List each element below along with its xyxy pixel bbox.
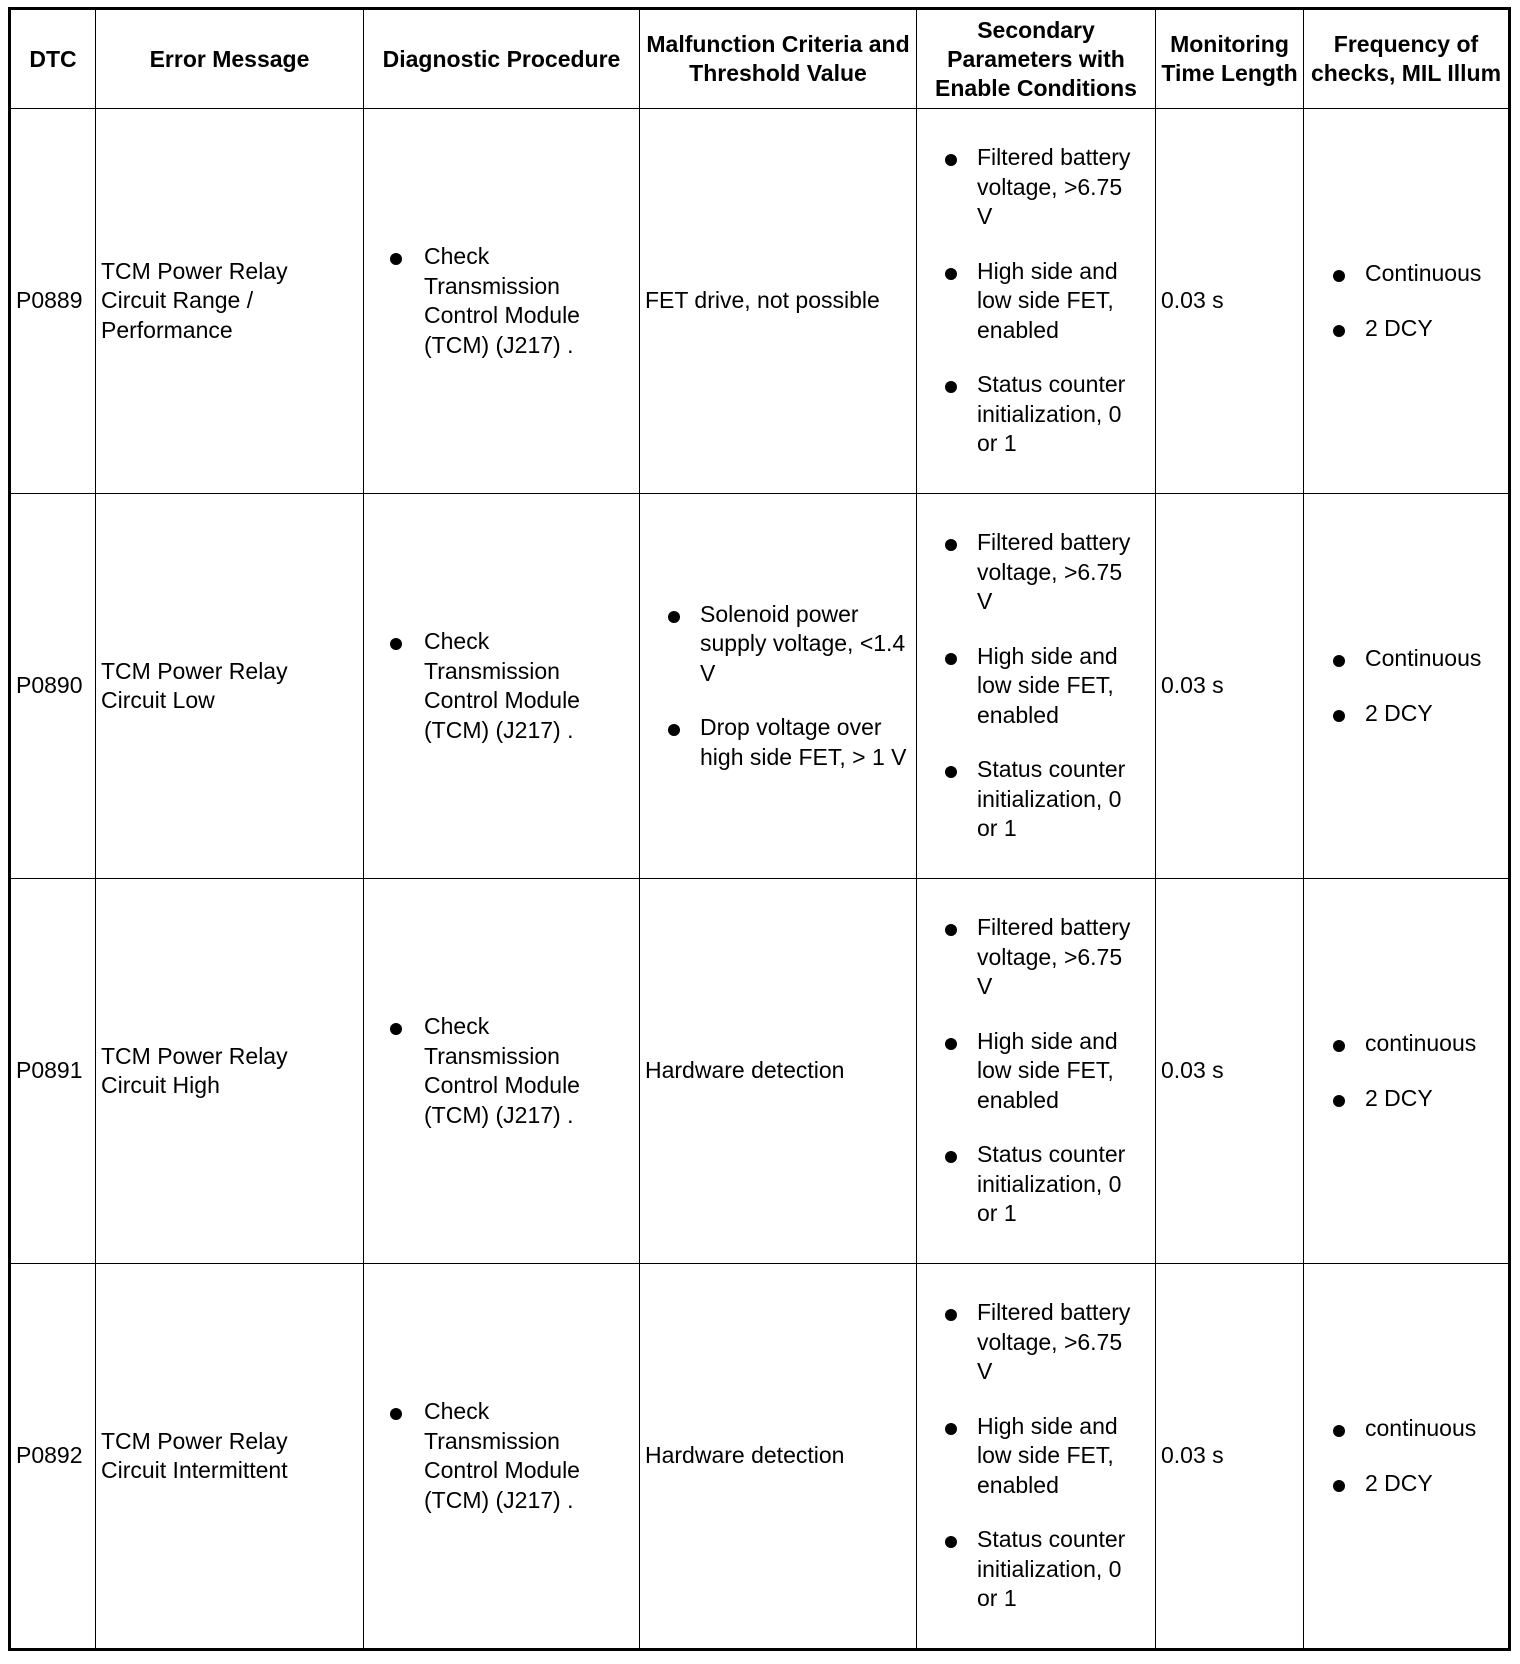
list-item: Filtered battery voltage, >6.75 V — [922, 143, 1151, 232]
list-item: 2 DCY — [1309, 1469, 1504, 1499]
malfunction-criteria: FET drive, not possible — [640, 109, 917, 494]
list-item: High side and low side FET, enabled — [922, 642, 1151, 731]
frequency-cell — [1304, 1264, 1510, 1650]
header-frequency: Frequency of checks, MIL Illum — [1304, 9, 1510, 109]
header-dtc: DTC — [10, 9, 96, 109]
error-message: TCM Power Relay Circuit Low — [96, 494, 364, 879]
list-item: Continuous — [1309, 644, 1504, 674]
list-item: continuous — [1309, 1029, 1504, 1059]
monitoring-time: 0.03 s — [1156, 879, 1304, 1264]
secondary-parameters-cell — [917, 109, 1156, 494]
list-item: continuous — [1309, 1414, 1504, 1444]
diagnostic-procedure-cell — [364, 1264, 640, 1650]
secondary-parameters-cell — [917, 1264, 1156, 1650]
dtc-table — [8, 7, 1511, 1651]
error-message: TCM Power Relay Circuit Range / Performance — [96, 109, 364, 494]
malfunction-criteria: Hardware detection — [640, 1264, 917, 1650]
dtc-code: P0892 — [10, 1264, 96, 1650]
secondary-parameters-cell — [917, 879, 1156, 1264]
table-row — [10, 494, 1510, 879]
list-item: High side and low side FET, enabled — [922, 1412, 1151, 1501]
diagnostic-procedure-cell — [364, 879, 640, 1264]
dtc-code: P0891 — [10, 879, 96, 1264]
header-monitoring-time: Monitoring Time Length — [1156, 9, 1304, 109]
list-item: Status counter initialization, 0 or 1 — [922, 370, 1151, 459]
header-row — [10, 9, 1510, 109]
table-row — [10, 1264, 1510, 1650]
frequency-cell — [1304, 109, 1510, 494]
error-message: TCM Power Relay Circuit High — [96, 879, 364, 1264]
header-error-message: Error Message — [96, 9, 364, 109]
list-item: Solenoid power supply voltage, <1.4 V — [645, 600, 912, 689]
list-item: 2 DCY — [1309, 314, 1504, 344]
list-item: Drop voltage over high side FET, > 1 V — [645, 713, 912, 772]
list-item: Check Transmission Control Module (TCM) (J217) . — [369, 627, 635, 745]
list-item: Filtered battery voltage, >6.75 V — [922, 1298, 1151, 1387]
frequency-cell — [1304, 494, 1510, 879]
error-message: TCM Power Relay Circuit Intermittent — [96, 1264, 364, 1650]
list-item: Check Transmission Control Module (TCM) (J217) . — [369, 1012, 635, 1130]
list-item: Check Transmission Control Module (TCM) (J217) . — [369, 1397, 635, 1515]
monitoring-time: 0.03 s — [1156, 109, 1304, 494]
table-row — [10, 109, 1510, 494]
list-item: 2 DCY — [1309, 1084, 1504, 1114]
table-row — [10, 879, 1510, 1264]
list-item: High side and low side FET, enabled — [922, 257, 1151, 346]
malfunction-criteria-cell — [640, 494, 917, 879]
list-item: Filtered battery voltage, >6.75 V — [922, 913, 1151, 1002]
monitoring-time: 0.03 s — [1156, 494, 1304, 879]
list-item: 2 DCY — [1309, 699, 1504, 729]
list-item: High side and low side FET, enabled — [922, 1027, 1151, 1116]
diagnostic-procedure-cell — [364, 109, 640, 494]
dtc-code: P0890 — [10, 494, 96, 879]
dtc-code: P0889 — [10, 109, 96, 494]
list-item: Status counter initialization, 0 or 1 — [922, 1525, 1151, 1614]
frequency-cell — [1304, 879, 1510, 1264]
list-item: Check Transmission Control Module (TCM) (J217) . — [369, 242, 635, 360]
monitoring-time: 0.03 s — [1156, 1264, 1304, 1650]
diagnostic-procedure-cell — [364, 494, 640, 879]
header-secondary-parameters: Secondary Parameters with Enable Conditions — [917, 9, 1156, 109]
header-malfunction-criteria: Malfunction Criteria and Threshold Value — [640, 9, 917, 109]
list-item: Status counter initialization, 0 or 1 — [922, 755, 1151, 844]
list-item: Status counter initialization, 0 or 1 — [922, 1140, 1151, 1229]
list-item: Filtered battery voltage, >6.75 V — [922, 528, 1151, 617]
list-item: Continuous — [1309, 259, 1504, 289]
header-diagnostic-procedure: Diagnostic Procedure — [364, 9, 640, 109]
secondary-parameters-cell — [917, 494, 1156, 879]
malfunction-criteria: Hardware detection — [640, 879, 917, 1264]
